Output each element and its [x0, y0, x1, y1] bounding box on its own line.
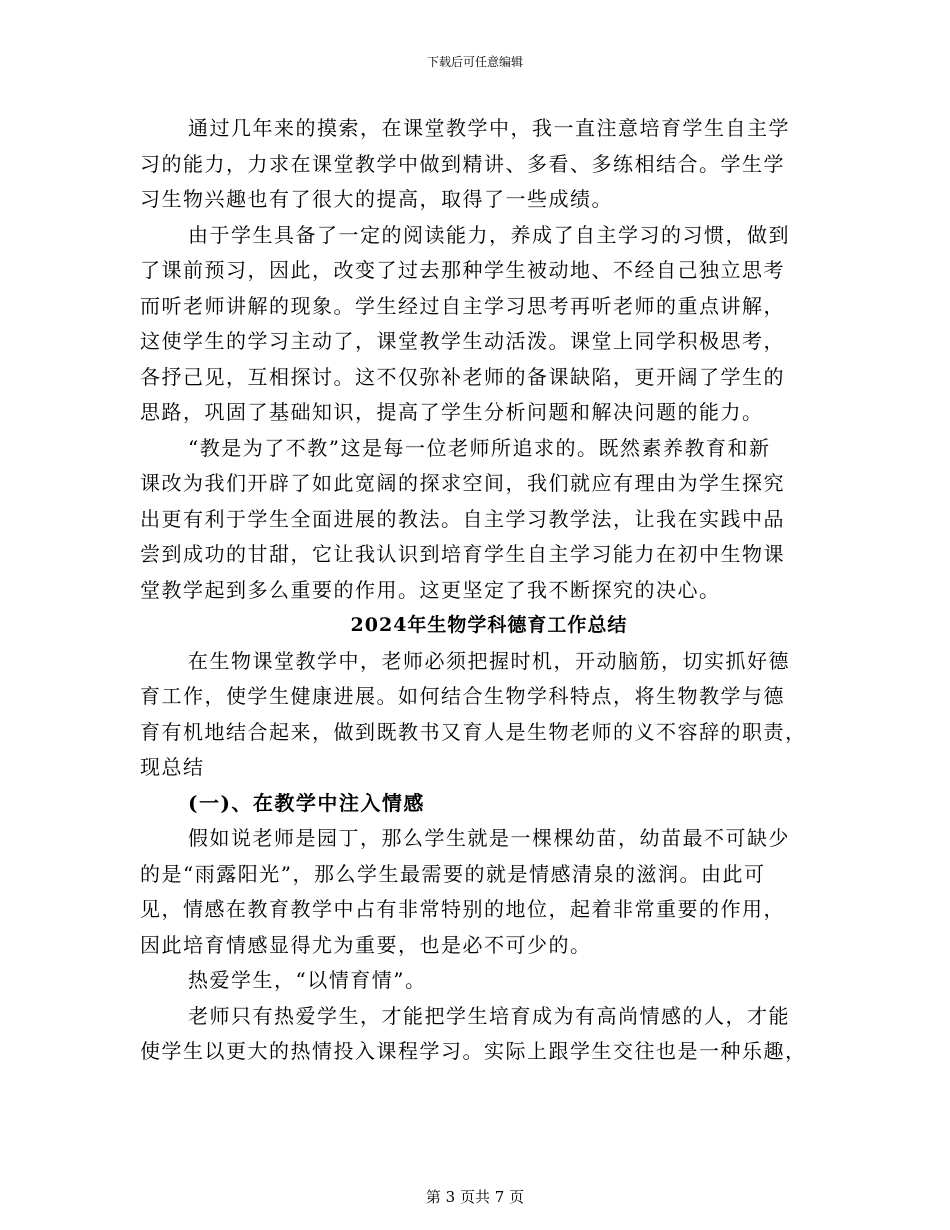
paragraph-line: 思路，巩固了基础知识，提高了学生分析问题和解决问题的能力。 — [140, 400, 764, 424]
paragraph-line: 育有机地结合起来，做到既教书又育人是生物老师的义不容辞的职责， — [140, 719, 807, 744]
paragraph-line: 堂教学起到多么重要的作用。这更坚定了我不断探究的决心。 — [140, 577, 721, 602]
paragraph-line: 这使学生的学习主动了，课堂教学生动活泼。课堂上同学积极思考， — [140, 329, 785, 353]
paragraph-line: 尝到成功的甘甜，它让我认识到培育学生自主学习能力在初中生物课 — [140, 542, 785, 566]
paragraph-line: 的是“雨露阳光”，那么学生最需要的就是情感清泉的滋润。由此可 — [140, 861, 766, 886]
paragraph-line: 见，情感在教育教学中占有非常特别的地位，起着非常重要的作用， — [140, 897, 785, 921]
paragraph-line: 课改为我们开辟了如此宽阔的探求空间，我们就应有理由为学生探究 — [140, 471, 785, 495]
subsection-heading: (一)、在教学中注入情感 — [188, 790, 425, 815]
paragraph-line: 而听老师讲解的现象。学生经过自主学习思考再听老师的重点讲解， — [140, 293, 785, 318]
paragraph-first-line: “教是为了不教”这是每一位老师所追求的。既然素养教育和新 — [188, 435, 771, 460]
section-title: 2024年生物学科德育工作总结 — [350, 614, 628, 636]
paragraph-first-line: 通过几年来的摸索，在课堂教学中，我一直注意培育学生自主学 — [188, 116, 790, 140]
page-header: 下载后可任意编辑 — [426, 55, 523, 69]
paragraph-line: 因此培育情感显得尤为重要，也是必不可少的。 — [140, 932, 592, 957]
paragraph-line: 使学生以更大的热情投入课程学习。实际上跟学生交往也是一种乐趣， — [140, 1039, 807, 1063]
paragraph-first-line: 老师只有热爱学生，才能把学生培育成为有高尚情感的人，才能 — [188, 1003, 790, 1028]
paragraph-line: 各抒己见，互相探讨。这不仅弥补老师的备课缺陷，更开阔了学生的 — [140, 364, 785, 389]
paragraph-first-line: 由于学生具备了一定的阅读能力，养成了自主学习的习惯，做到 — [188, 222, 790, 247]
paragraph-line: 现总结 — [140, 755, 205, 779]
paragraph-line: 育工作，使学生健康进展。如何结合生物学科特点，将生物教学与德 — [140, 684, 785, 708]
page-footer: 第 3 页共 7 页 — [425, 1188, 525, 1206]
document-body — [140, 111, 808, 1070]
paragraph-first-line: 热爱学生，“以情育情”。 — [188, 968, 427, 992]
paragraph-line: 习的能力，力求在课堂教学中做到精讲、多看、多练相结合。学生学 — [140, 151, 785, 176]
paragraph-line: 出更有利于学生全面进展的教法。自主学习教学法，让我在实践中品 — [140, 506, 785, 531]
paragraph-first-line: 假如说老师是园丁，那么学生就是一棵棵幼苗，幼苗最不可缺少 — [188, 826, 790, 850]
paragraph-line: 了课前预习，因此，改变了过去那种学生被动地、不经自己独立思考 — [140, 258, 785, 282]
paragraph-line: 习生物兴趣也有了很大的提高，取得了一些成绩。 — [140, 187, 613, 211]
paragraph-first-line: 在生物课堂教学中，老师必须把握时机，开动脑筋，切实抓好德 — [188, 648, 790, 673]
